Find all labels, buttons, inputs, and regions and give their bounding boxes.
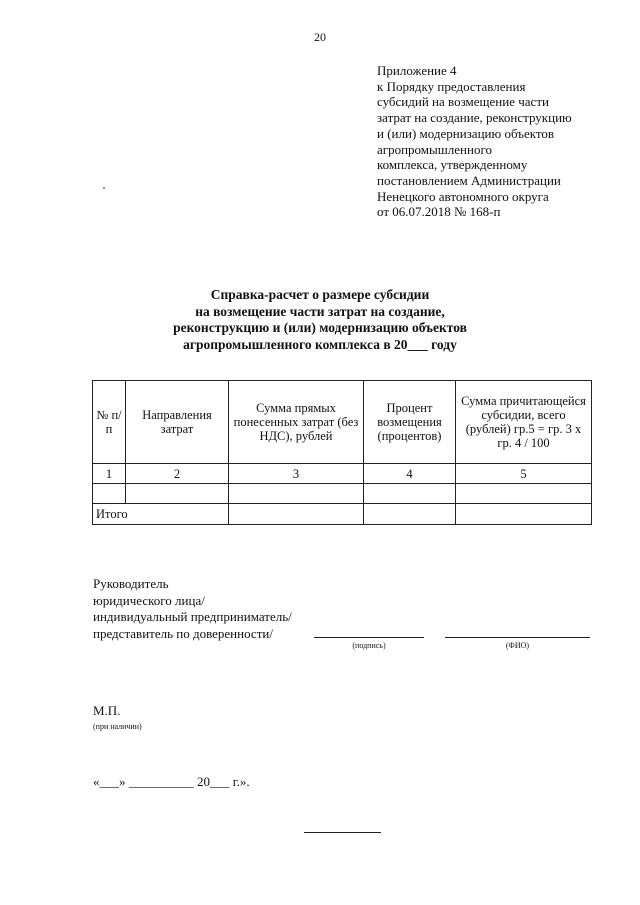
table-cell bbox=[364, 484, 456, 504]
appendix-line: агропромышленного bbox=[377, 141, 492, 157]
document-title bbox=[0, 287, 640, 353]
full-name-line bbox=[445, 637, 590, 638]
column-number-cell: 5 bbox=[456, 464, 592, 484]
column-number-cell: 1 bbox=[93, 464, 126, 484]
signer-block bbox=[93, 576, 292, 642]
table-header-row bbox=[93, 381, 592, 464]
header-cell-direction: Направления затрат bbox=[126, 381, 229, 464]
table-cell bbox=[456, 484, 592, 504]
table-row bbox=[93, 484, 592, 504]
stamp-note: (при наличии) bbox=[93, 722, 142, 731]
signer-line: Руководитель bbox=[93, 576, 169, 591]
title-line: реконструкцию и (или) модернизацию объектов bbox=[173, 320, 467, 335]
appendix-line: затрат на создание, реконструкцию bbox=[377, 110, 572, 126]
table-cell bbox=[229, 504, 364, 525]
table-cell bbox=[126, 484, 229, 504]
date-line: «___» __________ 20___ г.». bbox=[93, 774, 250, 789]
title-line: Справка-расчет о размере субсидии bbox=[210, 287, 430, 302]
table-cell bbox=[229, 484, 364, 504]
header-cell-percent: Процент возмещения (процентов) bbox=[364, 381, 456, 464]
header-cell-subsidy-sum: Сумма причитающейся субсидии, всего (рублей) гр.5 = гр. 3 x гр. 4 / 100 bbox=[456, 381, 592, 464]
appendix-line: Приложение 4 bbox=[377, 63, 457, 78]
column-number-cell: 4 bbox=[364, 464, 456, 484]
scan-speck bbox=[103, 187, 105, 189]
column-number-cell: 3 bbox=[229, 464, 364, 484]
calculation-table bbox=[92, 380, 592, 525]
table-cell bbox=[364, 504, 456, 525]
full-name-caption: (ФИО) bbox=[505, 641, 530, 650]
appendix-line: от 06.07.2018 № 168-п bbox=[377, 204, 501, 220]
table-total-row bbox=[93, 504, 592, 525]
title-line: на возмещение части затрат на создание, bbox=[195, 303, 445, 319]
appendix-line: Ненецкого автономного округа bbox=[377, 188, 549, 204]
appendix-line: субсидий на возмещение части bbox=[377, 94, 549, 110]
column-number-cell: 2 bbox=[126, 464, 229, 484]
appendix-block bbox=[377, 63, 627, 220]
signer-line: индивидуальный предприниматель/ bbox=[93, 609, 292, 624]
total-label: Итого bbox=[93, 504, 229, 525]
page-number: 20 bbox=[314, 30, 326, 44]
table-cell bbox=[456, 504, 592, 525]
signer-line: представитель по доверенности/ bbox=[93, 625, 273, 641]
signature-line bbox=[314, 637, 424, 638]
title-line: агропромышленного комплекса в 20___ году bbox=[183, 336, 457, 352]
table-row bbox=[93, 464, 592, 484]
appendix-line: постановлением Администрации bbox=[377, 172, 561, 188]
signature-caption: (подпись) bbox=[352, 641, 386, 650]
appendix-line: комплекса, утвержденному bbox=[377, 157, 528, 173]
appendix-line: к Порядку предоставления bbox=[377, 78, 526, 94]
signer-line: юридического лица/ bbox=[93, 592, 205, 608]
header-cell-direct-costs: Сумма прямых понесенных затрат (без НДС), рублей bbox=[229, 381, 364, 464]
stamp-label: М.П. bbox=[93, 703, 121, 718]
table-cell bbox=[93, 484, 126, 504]
footer-divider bbox=[304, 832, 381, 833]
appendix-line: и (или) модернизацию объектов bbox=[377, 125, 555, 141]
header-cell-number: № п/п bbox=[93, 381, 126, 464]
